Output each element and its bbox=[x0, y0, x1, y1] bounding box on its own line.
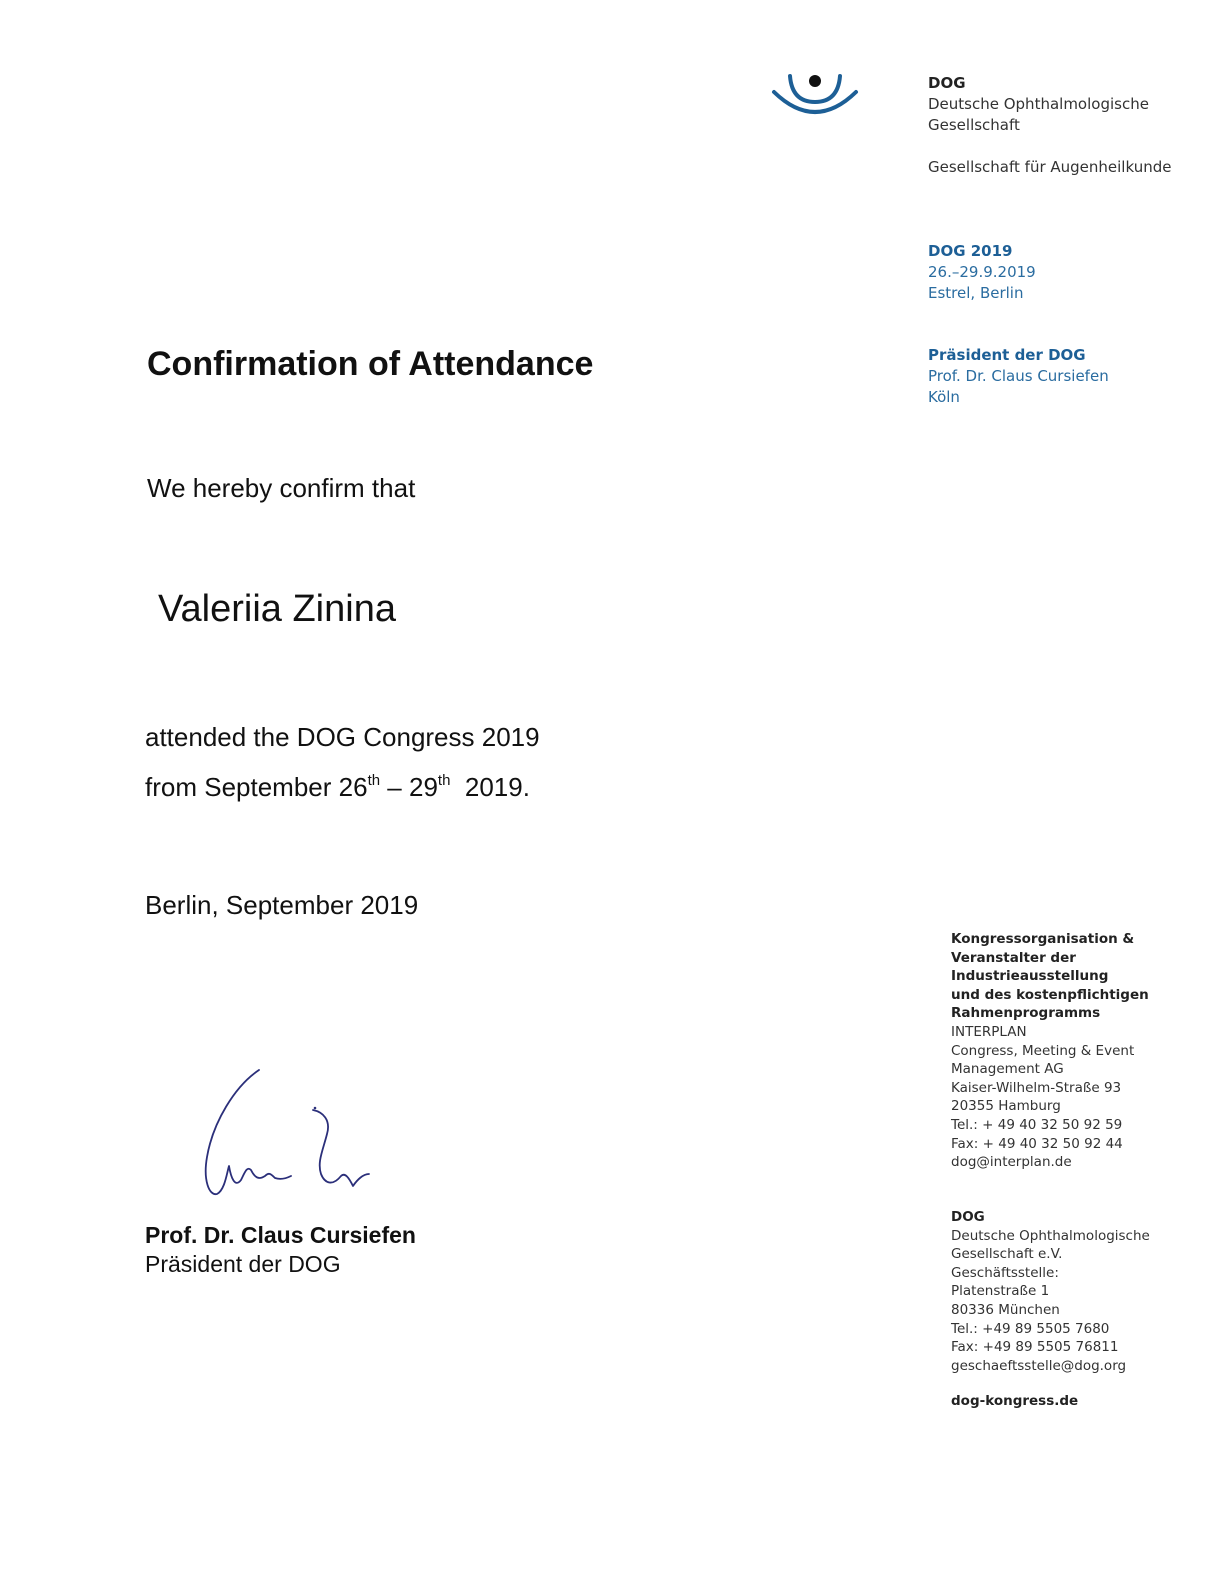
date-from: from September 26 bbox=[145, 772, 368, 802]
organizer-line: Management AG bbox=[951, 1061, 1064, 1078]
president-city: Köln bbox=[928, 388, 960, 406]
organizer-block bbox=[951, 930, 1221, 1172]
office-line: Deutsche Ophthalmologische bbox=[951, 1227, 1150, 1244]
organizer-line: Congress, Meeting & Event bbox=[951, 1042, 1135, 1059]
ordinal-suffix: th bbox=[367, 772, 381, 789]
office-line: Gesellschaft e.V. bbox=[951, 1246, 1063, 1263]
organizer-line: Tel.: + 49 40 32 50 92 59 bbox=[951, 1116, 1123, 1133]
office-block bbox=[951, 1208, 1221, 1375]
org-name-line-1: Deutsche Ophthalmologische bbox=[928, 95, 1149, 113]
org-short: DOG bbox=[928, 74, 966, 92]
attendee-name: Valeriia Zinina bbox=[158, 588, 396, 630]
congress-venue: Estrel, Berlin bbox=[928, 284, 1024, 302]
date-to: – 29 bbox=[380, 772, 438, 802]
organizer-line: Fax: + 49 40 32 50 92 44 bbox=[951, 1135, 1123, 1152]
org-tagline: Gesellschaft für Augenheilkunde bbox=[928, 158, 1172, 176]
organizer-heading-line: Rahmenprogramms bbox=[951, 1005, 1101, 1022]
office-line: Fax: +49 89 5505 76811 bbox=[951, 1339, 1119, 1356]
place-date: Berlin, September 2019 bbox=[145, 890, 419, 920]
handwritten-signature bbox=[195, 1062, 385, 1202]
president-name: Prof. Dr. Claus Cursiefen bbox=[928, 367, 1109, 385]
organizer-line: INTERPLAN bbox=[951, 1023, 1027, 1040]
organizer-line: 20355 Hamburg bbox=[951, 1098, 1061, 1115]
date-range-line bbox=[145, 772, 530, 803]
org-name-line-2: Gesellschaft bbox=[928, 116, 1020, 134]
intro-text: We hereby confirm that bbox=[147, 473, 416, 503]
organizer-line: Kaiser-Wilhelm-Straße 93 bbox=[951, 1079, 1122, 1096]
dog-eye-logo-icon bbox=[770, 68, 860, 118]
organizer-heading-line: Kongressorganisation & bbox=[951, 931, 1135, 947]
office-line: Platenstraße 1 bbox=[951, 1283, 1050, 1300]
office-line: Tel.: +49 89 5505 7680 bbox=[951, 1320, 1110, 1337]
date-year: 2019. bbox=[450, 772, 530, 802]
congress-title: DOG 2019 bbox=[928, 242, 1013, 260]
organizer-email: dog@interplan.de bbox=[951, 1154, 1072, 1171]
office-heading: DOG bbox=[951, 1209, 985, 1225]
letterhead-org bbox=[928, 73, 1218, 136]
president-label: Präsident der DOG bbox=[928, 346, 1086, 364]
office-email: geschaeftsstelle@dog.org bbox=[951, 1357, 1127, 1374]
attended-line: attended the DOG Congress 2019 bbox=[145, 722, 540, 752]
congress-info bbox=[928, 241, 1218, 304]
organizer-heading-line: und des kostenpflichtigen bbox=[951, 986, 1149, 1003]
office-line: Geschäftsstelle: bbox=[951, 1264, 1059, 1281]
signer-role: Präsident der DOG bbox=[145, 1251, 341, 1277]
signer-name: Prof. Dr. Claus Cursiefen bbox=[145, 1222, 416, 1248]
organizer-heading-line: Industrieausstellung bbox=[951, 968, 1109, 985]
ordinal-suffix: th bbox=[437, 772, 451, 789]
organizer-heading-line: Veranstalter der bbox=[951, 949, 1076, 966]
website: dog-kongress.de bbox=[951, 1393, 1079, 1409]
office-line: 80336 München bbox=[951, 1301, 1060, 1318]
document-title: Confirmation of Attendance bbox=[147, 345, 594, 383]
congress-dates: 26.–29.9.2019 bbox=[928, 263, 1036, 281]
president-info bbox=[928, 345, 1218, 408]
